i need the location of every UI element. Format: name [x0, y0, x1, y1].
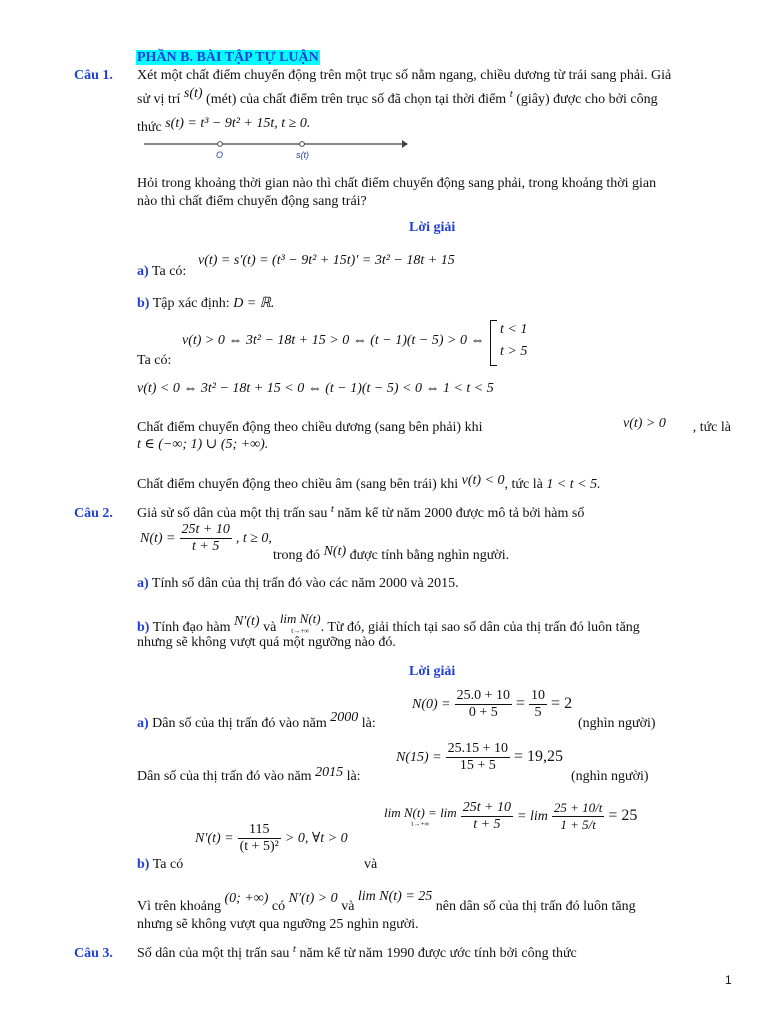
q2-unit-1: (nghìn người) — [578, 716, 656, 731]
q1-line2: sử vị trí s(t) (mét) của chất điểm trên trục số đã chọn tại thời điểm $^t$ (giây) được cho bởi công — [137, 86, 658, 107]
q2-va: và — [364, 857, 378, 872]
q2-part-a: a) Tính số dân của thị trấn đó vào các năm 2000 và 2015. — [137, 576, 459, 591]
axis-arrow-icon — [402, 140, 408, 148]
case-bracket — [490, 320, 497, 366]
q2-part-b-line2: nhưng sẽ không vượt quá một ngưỡng nào đó. — [137, 635, 396, 650]
q1-negative-inequality: v(t) < 0 ⇔ 3t² − 18t + 15 < 0 ⇔ (t − 1)(t − 5) < 0 ⇔ 1 < t < 5 — [137, 381, 494, 396]
q2-solution-heading: Lời giải — [409, 664, 456, 679]
q1-line1: Xét một chất điểm chuyển động trên một trục số nằm ngang, chiều dương từ trái sang phải. Giả — [137, 68, 672, 83]
q2-unit-2: (nghìn người) — [571, 769, 649, 784]
q1-negative-direction: Chất điểm chuyển động theo chiều âm (sang bên trái) khi v(t) < 0, tức là 1 < t < 5. — [137, 473, 601, 492]
q2-line1: Giả sử số dân của một thị trấn sau $^t$ năm kể từ năm 2000 được mô tả bởi hàm số — [137, 503, 585, 521]
number-line-figure — [140, 136, 408, 166]
q2-part-b: b) Tính đạo hàm N′(t) và lim N(t) t→+∞ . Từ đó, giải thích tại sao số dân của thị trấn đó luôn tăng — [137, 611, 640, 636]
q1-velocity-formula: v(t) = s′(t) = (t³ − 9t² + 15t)′ = 3t² − 18t + 15 — [198, 253, 455, 268]
q1-line3: thức s(t) = t³ − 9t² + 15t, t ≥ 0. — [137, 116, 311, 135]
q1-formula: s(t) = t³ − 9t² + 15t, t ≥ 0. — [165, 116, 311, 131]
q3-line1: Số dân của một thị trấn sau $^t$ năm kể từ năm 1990 được ước tính bởi công thức — [137, 943, 577, 961]
q1-part-a: a) Ta có: — [137, 264, 187, 279]
q2-derivative: N′(t) = $\frac{115}{\text{(t + 5)²}}$ > 0, ∀t > 0 — [195, 822, 348, 854]
question-1-label: Câu 1. — [74, 68, 113, 83]
position-label: s(t) — [296, 150, 309, 160]
q2-conclusion-line2: nhưng sẽ không vượt qua ngưỡng 25 nghìn người. — [137, 917, 419, 932]
q2-where: trong đó N(t) được tính bằng nghìn người. — [273, 544, 510, 563]
q1-part-b: b) Tập xác định: D = ℝ. — [137, 296, 275, 311]
case-1: t < 1 — [500, 322, 528, 337]
q2-solution-b: b) Ta có — [137, 857, 184, 872]
origin-label: O — [216, 150, 224, 160]
case-2: t > 5 — [500, 344, 528, 359]
position-point — [300, 142, 305, 147]
q2-limit: lim N(t) = lim t→+∞ $\frac{25t + 10}{t + 5}$ = lim $\frac{25 + 10/t}{1 + 5/t}$ = 25 — [384, 800, 638, 832]
section-title: PHẦN B. BÀI TẬP TỰ LUẬN — [137, 50, 319, 65]
origin-point — [218, 142, 223, 147]
q1-positive-direction: Chất điểm chuyển động theo chiều dương (sang bên phải) khi v(t) > 0 , tức là — [137, 416, 731, 435]
q1-positive-inequality: v(t) > 0 ⇔ 3t² − 18t + 15 > 0 ⇔ (t − 1)(t − 5) > 0 ⇔ — [182, 333, 485, 348]
q2-n0-formula: N(0) = $\frac{25.0 + 10}{0 + 5}$ = $\frac{10}{5}$ = 2 — [412, 688, 573, 720]
q2-n15-formula: N(15) = $\frac{25.15 + 10}{15 + 5}$ = 19,25 — [396, 741, 564, 773]
question-3-label: Câu 3. — [74, 946, 113, 961]
q1-solution-heading: Lời giải — [409, 220, 456, 235]
q1-positive-interval: t ∈ (−∞; 1) ∪ (5; +∞). — [137, 437, 269, 452]
q2-function: N(t) = $\frac{25t + 10}{t + 5}$ , t ≥ 0, — [140, 522, 272, 554]
question-2-label: Câu 2. — [74, 506, 113, 521]
q2-solution-a: a) Dân số của thị trấn đó vào năm 2000 là: — [137, 710, 376, 731]
q1-ask-line2: nào thì chất điểm chuyển động sang trái? — [137, 194, 367, 209]
q1-ask-line1: Hỏi trong khoảng thời gian nào thì chất điểm chuyển động sang phải, trong khoảng thời gian — [137, 176, 657, 191]
q2-conclusion-line1: Vì trên khoảng (0; +∞) có N′(t) > 0 và lim N(t) = 25 nên dân số của thị trấn đó luôn tăng — [137, 889, 636, 914]
q2-line15: Dân số của thị trấn đó vào năm 2015 là: — [137, 765, 361, 784]
q1-ta-co: Ta có: — [137, 353, 172, 368]
page-number: 1 — [725, 973, 732, 987]
